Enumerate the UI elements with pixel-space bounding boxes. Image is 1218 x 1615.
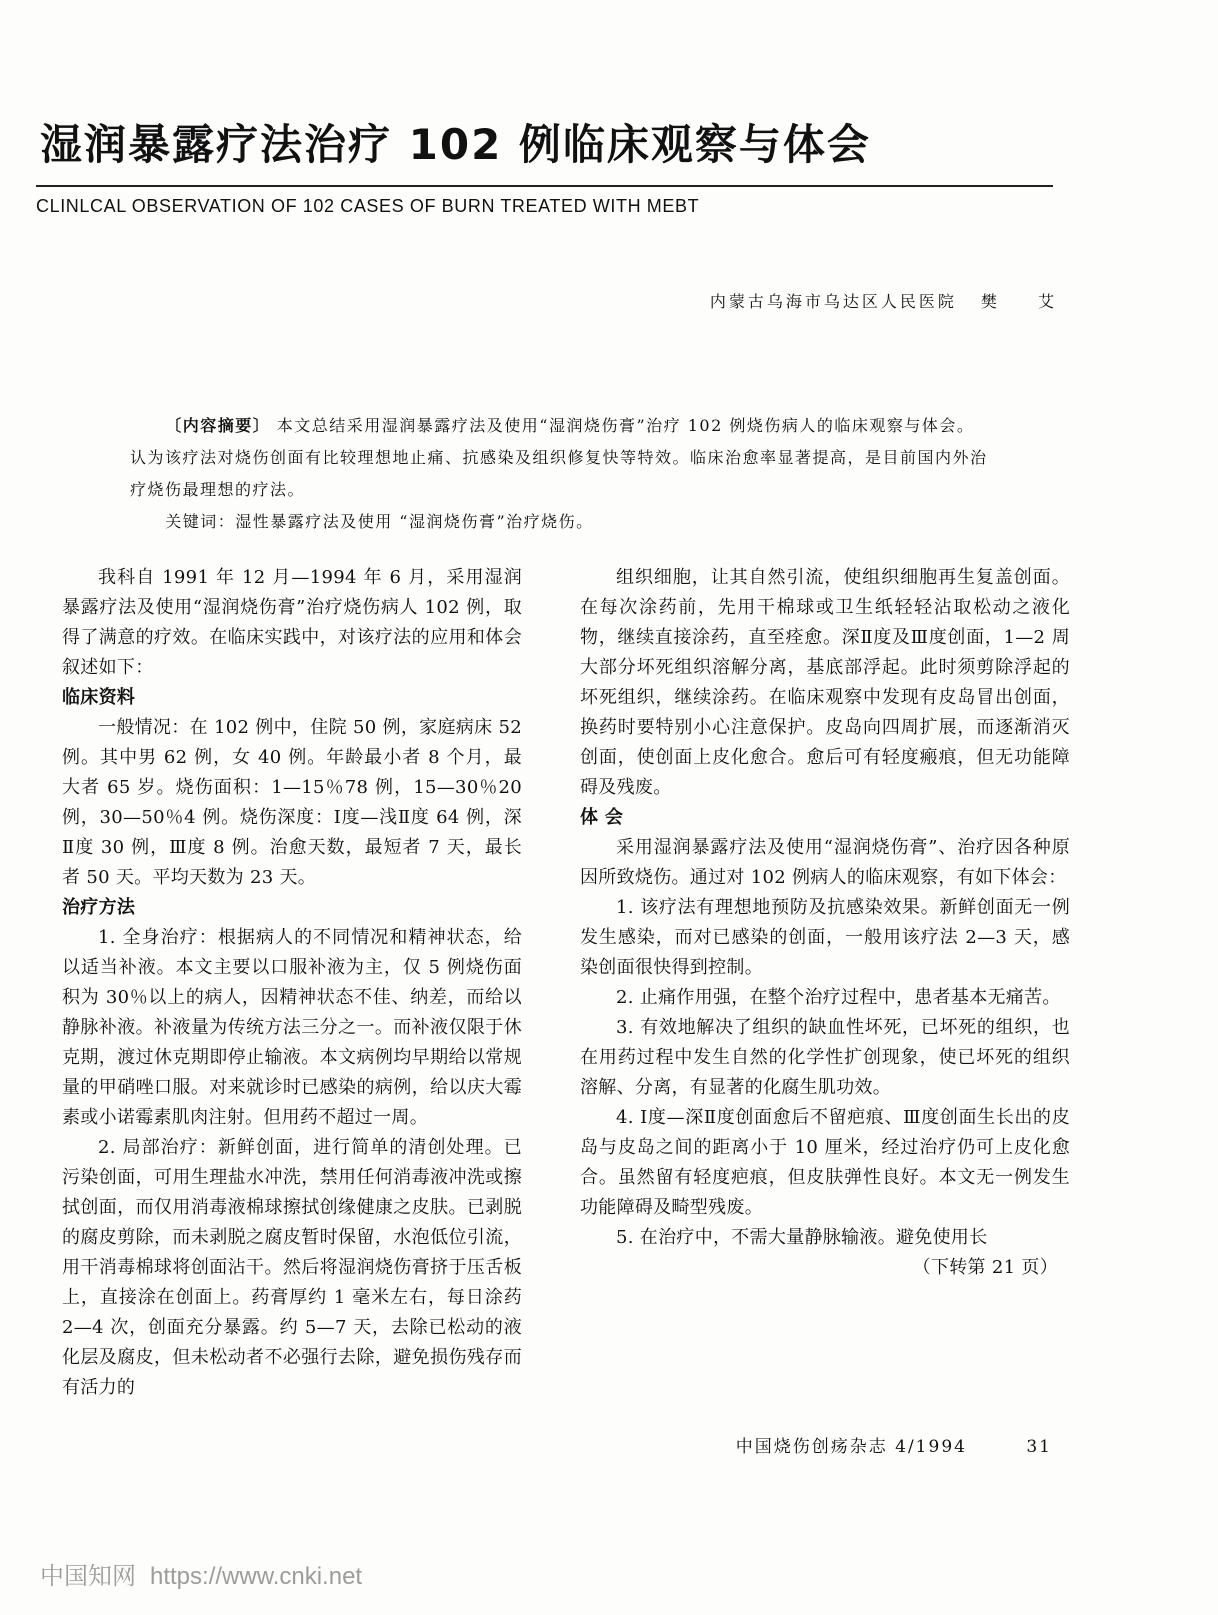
body-paragraph: 2. 止痛作用强，在整个治疗过程中，患者基本无痛苦。 bbox=[616, 987, 1061, 1008]
title-divider bbox=[36, 185, 1053, 187]
abstract-label: 〔内容摘要〕 bbox=[165, 416, 271, 435]
body-paragraph: 组织细胞，让其自然引流，使组织细胞再生复盖创面。在每次涂药前，先用干棉球或卫生纸轻轻沾取松动之液化物，继续直接涂药，直至痊愈。深Ⅱ度及Ⅲ度创面，1—2 周大部分坏死组织溶解分离，基底部浮起。此时须剪除浮起的坏死组织，继续涂药。在临床观察中发现有皮岛冒出创面，换药时要特别小心注意保护。皮岛向四周扩展，而逐渐消灭创面，使创面上皮化愈合。愈后可有轻度瘢痕，但无功能障碍及残废。 bbox=[580, 567, 1070, 798]
abstract bbox=[130, 410, 990, 538]
section-heading: 临床资料 bbox=[62, 687, 136, 708]
author-line bbox=[710, 289, 1072, 312]
body-paragraph: 4. Ⅰ度—深Ⅱ度创面愈后不留疤痕、Ⅲ度创面生长出的皮岛与皮岛之间的距离小于 10 厘米，经过治疗仍可上皮化愈合。虽然留有轻度疤痕，但皮肤弹性良好。本文无一例发生功能障碍及畸型残废。 bbox=[580, 1107, 1070, 1218]
section-heading: 体 会 bbox=[580, 807, 624, 828]
body-paragraph: 我科自 1991 年 12 月—1994 年 6 月，采用湿润暴露疗法及使用“湿润烧伤膏”治疗烧伤病人 102 例，取得了满意的疗效。在临床实践中，对该疗法的应用和体会叙述如下： bbox=[62, 567, 522, 678]
watermark-logo: 中国知网 bbox=[40, 1563, 136, 1590]
abstract-paragraph bbox=[130, 410, 990, 506]
keywords: 关键词：湿性暴露疗法及使用 “湿润烧伤膏”治疗烧伤。 bbox=[165, 512, 594, 531]
body-paragraph: 3. 有效地解决了组织的缺血性坏死，已坏死的组织，也在用药过程中发生自然的化学性扩创现象，使已坏死的组织溶解、分离，有显著的化腐生肌功效。 bbox=[580, 1017, 1070, 1098]
abstract-text: 本文总结采用湿润暴露疗法及使用“湿润烧伤膏”治疗 102 例烧伤病人的临床观察与体会。认为该疗法对烧伤创面有比较理想地止痛、抗感染及组织修复快等特效。临床治愈率显著提高，是目前国内外治疗烧伤最理想的疗法。 bbox=[130, 416, 988, 499]
journal-issue: 4/1994 bbox=[895, 1437, 967, 1457]
continued-note: （下转第 21 页） bbox=[912, 1257, 1058, 1278]
right-column bbox=[580, 563, 1070, 1283]
english-title: CLINLCAL OBSERVATION OF 102 CASES OF BURN TREATED WITH MEBT bbox=[36, 196, 700, 216]
body-paragraph: 5. 在治疗中，不需大量静脉输液。避免使用长 bbox=[616, 1227, 988, 1248]
article-title: 湿润暴露疗法治疗 102 例临床观察与体会 bbox=[40, 120, 871, 169]
affiliation: 内蒙古乌海市乌达区人民医院 bbox=[709, 292, 957, 311]
body-paragraph: 1. 全身治疗：根据病人的不同情况和精神状态，给以适当补液。本文主要以口服补液为主，仅 5 例烧伤面积为 30％以上的病人，因精神状态不佳、纳差，而给以静脉补液。补液量为传统方法三分之一。而补液仅限于休克期，渡过休克期即停止输液。本文病例均早期给以常规量的甲硝唑口服。对来就诊时已感染的病例，给以庆大霉素或小诺霉素肌肉注射。但用药不超过一周。 bbox=[62, 927, 522, 1128]
left-column bbox=[62, 563, 522, 1403]
body-paragraph: 一般情况：在 102 例中，住院 50 例，家庭病床 52 例。其中男 62 例，女 40 例。年龄最小者 8 个月，最大者 65 岁。烧伤面积：1—15％78 例，15—30％20 例，30—50％4 例。烧伤深度：Ⅰ度—浅Ⅱ度 64 例，深Ⅱ度 30 例，Ⅲ度 8 例。治愈天数，最短者 7 天，最长者 50 天。平均天数为 23 天。 bbox=[62, 717, 522, 888]
page-footer bbox=[736, 1432, 1052, 1457]
body-paragraph: 1. 该疗法有理想地预防及抗感染效果。新鲜创面无一例发生感染，而对已感染的创面，一般用该疗法 2—3 天，感染创面很快得到控制。 bbox=[580, 897, 1070, 978]
watermark-url: https://www.cnki.net bbox=[150, 1563, 363, 1590]
journal-name: 中国烧伤创疡杂志 bbox=[735, 1437, 888, 1457]
section-heading: 治疗方法 bbox=[62, 897, 136, 918]
page-number: 31 bbox=[1026, 1437, 1052, 1457]
body-paragraph: 采用湿润暴露疗法及使用“湿润烧伤膏”、治疗因各种原因所致烧伤。通过对 102 例病人的临床观察，有如下体会： bbox=[580, 837, 1070, 888]
body-paragraph: 2. 局部治疗：新鲜创面，进行简单的清创处理。已污染创面，可用生理盐水冲洗，禁用任何消毒液冲洗或擦拭创面，而仅用消毒液棉球擦拭创缘健康之皮肤。已剥脱的腐皮剪除，而未剥脱之腐皮暂时保留，水泡低位引流，用干消毒棉球将创面沾干。然后将湿润烧伤膏挤于压舌板上，直接涂在创面上。药膏厚约 1 毫米左右，每日涂药 2—4 次，创面充分暴露。约 5—7 天，去除已松动的液化层及腐皮，但未松动者不必强行去除，避免损伤残存而有活力的 bbox=[62, 1137, 522, 1398]
author-name: 樊 艾 bbox=[980, 292, 1072, 311]
cnki-watermark bbox=[40, 1556, 362, 1591]
